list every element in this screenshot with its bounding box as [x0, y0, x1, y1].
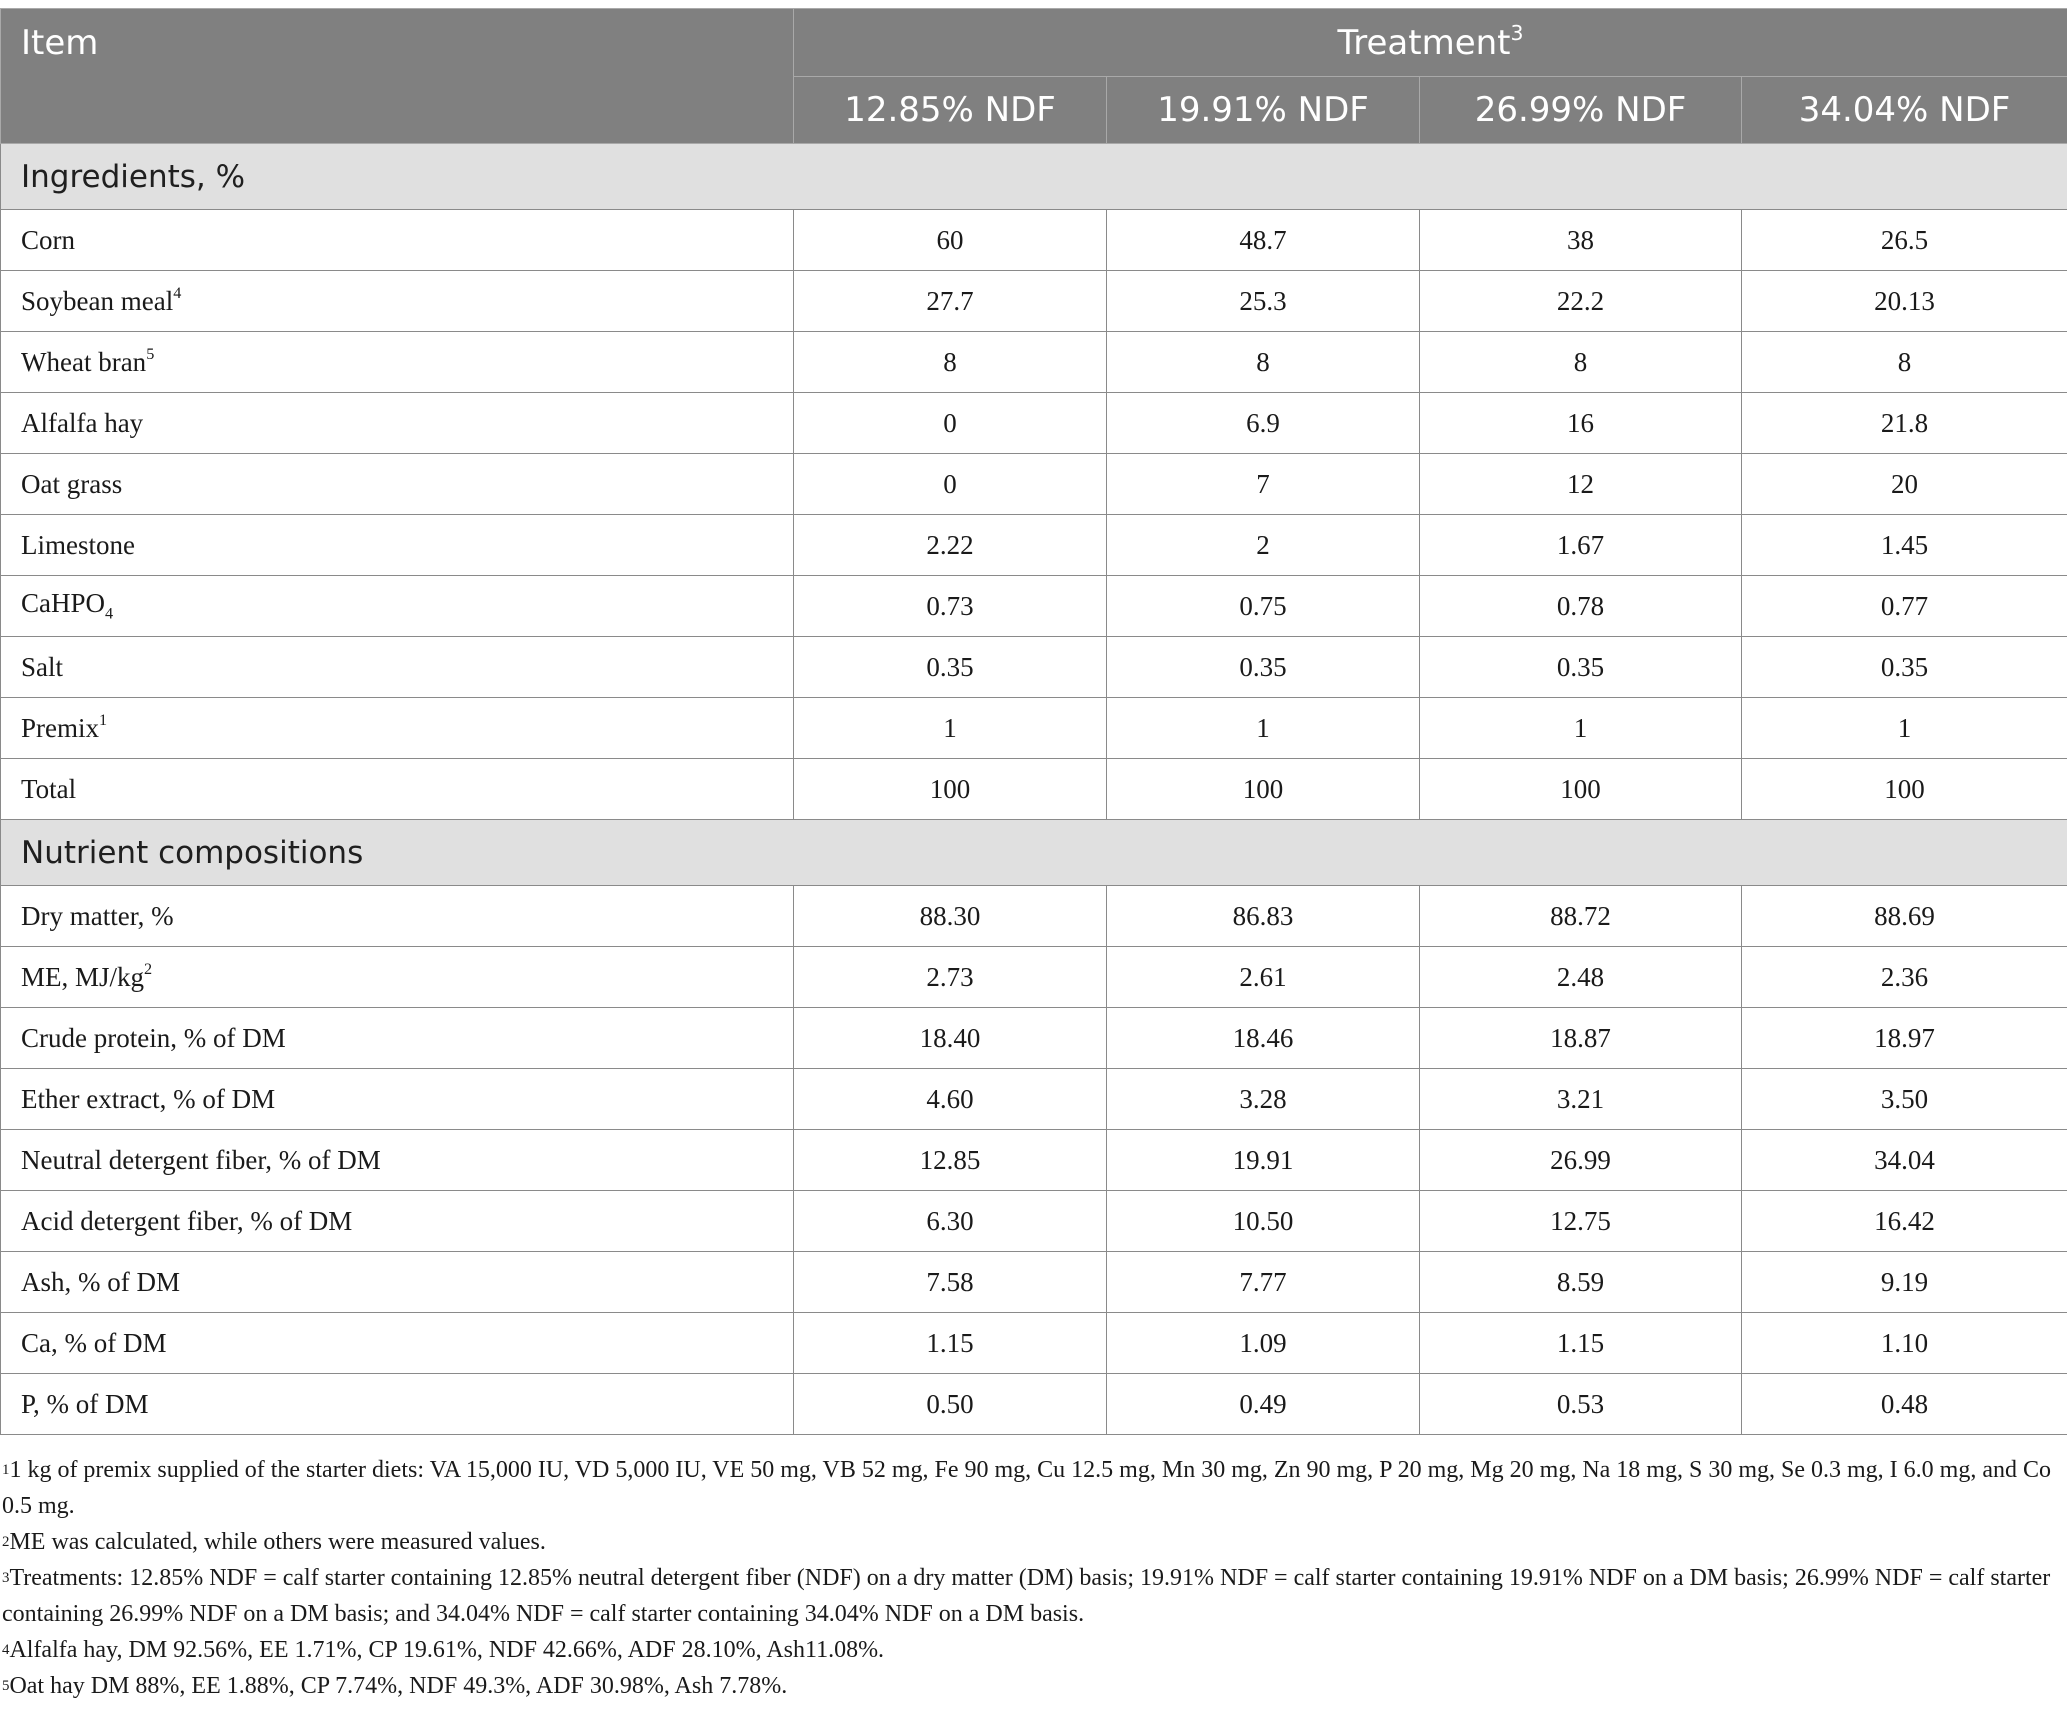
table-cell: 0.49 [1107, 1374, 1420, 1435]
table-row [1, 947, 2067, 1008]
table-row [1, 1130, 2067, 1191]
row-label: Dry matter, % [1, 886, 794, 947]
table-cell: 16 [1420, 393, 1742, 454]
row-label: P, % of DM [1, 1374, 794, 1435]
table-cell: 4.60 [794, 1069, 1107, 1130]
row-label: Soybean meal$^4$ [1, 271, 794, 332]
table-cell: 1.67 [1420, 515, 1742, 576]
table-cell: 3.21 [1420, 1069, 1742, 1130]
table-cell: 100 [1420, 759, 1742, 820]
row-label: Ether extract, % of DM [1, 1069, 794, 1130]
item-header: Item [1, 9, 794, 144]
table-row [1, 759, 2067, 820]
table-cell: 22.2 [1420, 271, 1742, 332]
column-header: 12.85% NDF [794, 77, 1107, 144]
footnote: $^1$1 kg of premix supplied of the starter diets: VA 15,000 IU, VD 5,000 IU, VE 50 mg, VB 52 mg, Fe 90 mg, Cu 12.5 mg, Mn 30 mg, Zn 90 mg, P 20 mg, Mg 20 mg, Na 18 mg, S 30 mg, Se 0.3 mg, I 6.0 mg, and Co 0.5 mg. [2, 1457, 2051, 1519]
table-cell: 2 [1107, 515, 1420, 576]
table-cell: 88.72 [1420, 886, 1742, 947]
table-row [1, 1191, 2067, 1252]
table-cell: 12 [1420, 454, 1742, 515]
table-cell: 7 [1107, 454, 1420, 515]
table-row [1, 1313, 2067, 1374]
table-cell: 0.75 [1107, 576, 1420, 637]
table-cell: 0.50 [794, 1374, 1107, 1435]
row-label: Salt [1, 637, 794, 698]
table-cell: 2.22 [794, 515, 1107, 576]
table-cell: 8 [794, 332, 1107, 393]
table-cell: 0.35 [1107, 637, 1420, 698]
table-cell: 0 [794, 454, 1107, 515]
table-row [1, 576, 2067, 637]
column-header: 34.04% NDF [1742, 77, 2067, 144]
table-cell: 1.10 [1742, 1313, 2067, 1374]
row-label: Wheat bran$^5$ [1, 332, 794, 393]
row-label: Limestone [1, 515, 794, 576]
table-cell: 0 [794, 393, 1107, 454]
table-cell: 1 [1742, 698, 2067, 759]
table-cell: 60 [794, 210, 1107, 271]
table-container [0, 8, 2067, 1435]
table-row [1, 886, 2067, 947]
table-cell: 0.78 [1420, 576, 1742, 637]
table-cell: 1.15 [794, 1313, 1107, 1374]
footnote: $^2$ME was calculated, while others were measured values. [2, 1529, 546, 1555]
footnote: $^4$Alfalfa hay, DM 92.56%, EE 1.71%, CP 19.61%, NDF 42.66%, ADF 28.10%, Ash11.08%. [2, 1637, 885, 1663]
row-label: ME, $MJ/kg^2$ [1, 947, 794, 1008]
table-cell: 18.87 [1420, 1008, 1742, 1069]
table-cell: 88.69 [1742, 886, 2067, 947]
row-label: Oat grass [1, 454, 794, 515]
table-cell: 7.58 [794, 1252, 1107, 1313]
table-cell: 100 [794, 759, 1107, 820]
table-cell: 0.77 [1742, 576, 2067, 637]
table-cell: 0.35 [1420, 637, 1742, 698]
table-cell: 20 [1742, 454, 2067, 515]
table-cell: 6.30 [794, 1191, 1107, 1252]
table-row [1, 393, 2067, 454]
table-cell: 26.99 [1420, 1130, 1742, 1191]
table-row [1, 332, 2067, 393]
row-label: Total [1, 759, 794, 820]
table-row [1, 271, 2067, 332]
footnote: $^3$Treatments: 12.85% NDF = calf starter containing 12.85% neutral detergent fiber (NDF) on a dry matter (DM) basis; 19.91% NDF = calf starter containing 19.91% NDF on a DM basis; 26.99% NDF = calf starter containing 26.99% NDF on a DM basis; and 34.04% NDF = calf starter containing 34.04% NDF on a DM basis. [2, 1565, 2051, 1627]
row-label: Corn [1, 210, 794, 271]
table-cell: 3.28 [1107, 1069, 1420, 1130]
row-label: Neutral detergent fiber, % of DM [1, 1130, 794, 1191]
table-cell: 18.97 [1742, 1008, 2067, 1069]
section-header-row [1, 144, 2067, 210]
row-label: Acid detergent fiber, % of DM [1, 1191, 794, 1252]
column-header: 26.99% NDF [1420, 77, 1742, 144]
footnotes [0, 1452, 2067, 1704]
table-cell: 1 [1107, 698, 1420, 759]
table-cell: 1.15 [1420, 1313, 1742, 1374]
table-row [1, 210, 2067, 271]
column-header: 19.91% NDF [1107, 77, 1420, 144]
table-cell: 1 [794, 698, 1107, 759]
treatment-header: Treatment$^3$ [794, 9, 2067, 77]
table-cell: 26.5 [1742, 210, 2067, 271]
section-header-row [1, 820, 2067, 886]
table-cell: 18.40 [794, 1008, 1107, 1069]
table-row [1, 454, 2067, 515]
table-cell: 19.91 [1107, 1130, 1420, 1191]
table-cell: 27.7 [794, 271, 1107, 332]
table-cell: 0.48 [1742, 1374, 2067, 1435]
table-cell: 2.73 [794, 947, 1107, 1008]
row-label: Premix$^1$ [1, 698, 794, 759]
table-cell: 2.48 [1420, 947, 1742, 1008]
table-cell: 8 [1107, 332, 1420, 393]
table-cell: 0.35 [794, 637, 1107, 698]
table-body [1, 144, 2067, 1435]
table-cell: 2.36 [1742, 947, 2067, 1008]
table-cell: 88.30 [794, 886, 1107, 947]
table-cell: 9.19 [1742, 1252, 2067, 1313]
table-cell: 3.50 [1742, 1069, 2067, 1130]
row-label: CaHPO$_4$ [1, 576, 794, 637]
table-cell: 0.35 [1742, 637, 2067, 698]
table-cell: 38 [1420, 210, 1742, 271]
table-cell: 100 [1107, 759, 1420, 820]
table-cell: 12.75 [1420, 1191, 1742, 1252]
table-row [1, 1069, 2067, 1130]
table-header [1, 9, 2067, 144]
table-cell: 8 [1420, 332, 1742, 393]
table-cell: 0.73 [794, 576, 1107, 637]
row-label: Ca, % of DM [1, 1313, 794, 1374]
section-title: Ingredients, % [1, 144, 2067, 210]
table-cell: 86.83 [1107, 886, 1420, 947]
table-cell: 10.50 [1107, 1191, 1420, 1252]
table-row [1, 637, 2067, 698]
table-row [1, 1252, 2067, 1313]
footnote: $^5$Oat hay DM 88%, EE 1.88%, CP 7.74%, NDF 49.3%, ADF 30.98%, Ash 7.78%. [2, 1673, 788, 1699]
table-cell: 0.53 [1420, 1374, 1742, 1435]
table-cell: 100 [1742, 759, 2067, 820]
table-cell: 2.61 [1107, 947, 1420, 1008]
table-row [1, 1374, 2067, 1435]
table-cell: 48.7 [1107, 210, 1420, 271]
row-label: Crude protein, % of DM [1, 1008, 794, 1069]
table-cell: 1.45 [1742, 515, 2067, 576]
table-cell: 16.42 [1742, 1191, 2067, 1252]
table-cell: 20.13 [1742, 271, 2067, 332]
table-cell: 34.04 [1742, 1130, 2067, 1191]
table-cell: 25.3 [1107, 271, 1420, 332]
table-cell: 1.09 [1107, 1313, 1420, 1374]
table-row [1, 698, 2067, 759]
table-row [1, 515, 2067, 576]
table-cell: 8.59 [1420, 1252, 1742, 1313]
table-cell: 6.9 [1107, 393, 1420, 454]
table-row [1, 1008, 2067, 1069]
table-cell: 21.8 [1742, 393, 2067, 454]
table-cell: 18.46 [1107, 1008, 1420, 1069]
row-label: Ash, % of DM [1, 1252, 794, 1313]
section-title: Nutrient compositions [1, 820, 2067, 886]
table-cell: 1 [1420, 698, 1742, 759]
table-cell: 8 [1742, 332, 2067, 393]
table-cell: 12.85 [794, 1130, 1107, 1191]
row-label: Alfalfa hay [1, 393, 794, 454]
table-cell: 7.77 [1107, 1252, 1420, 1313]
diet-composition-table [0, 8, 2067, 1435]
